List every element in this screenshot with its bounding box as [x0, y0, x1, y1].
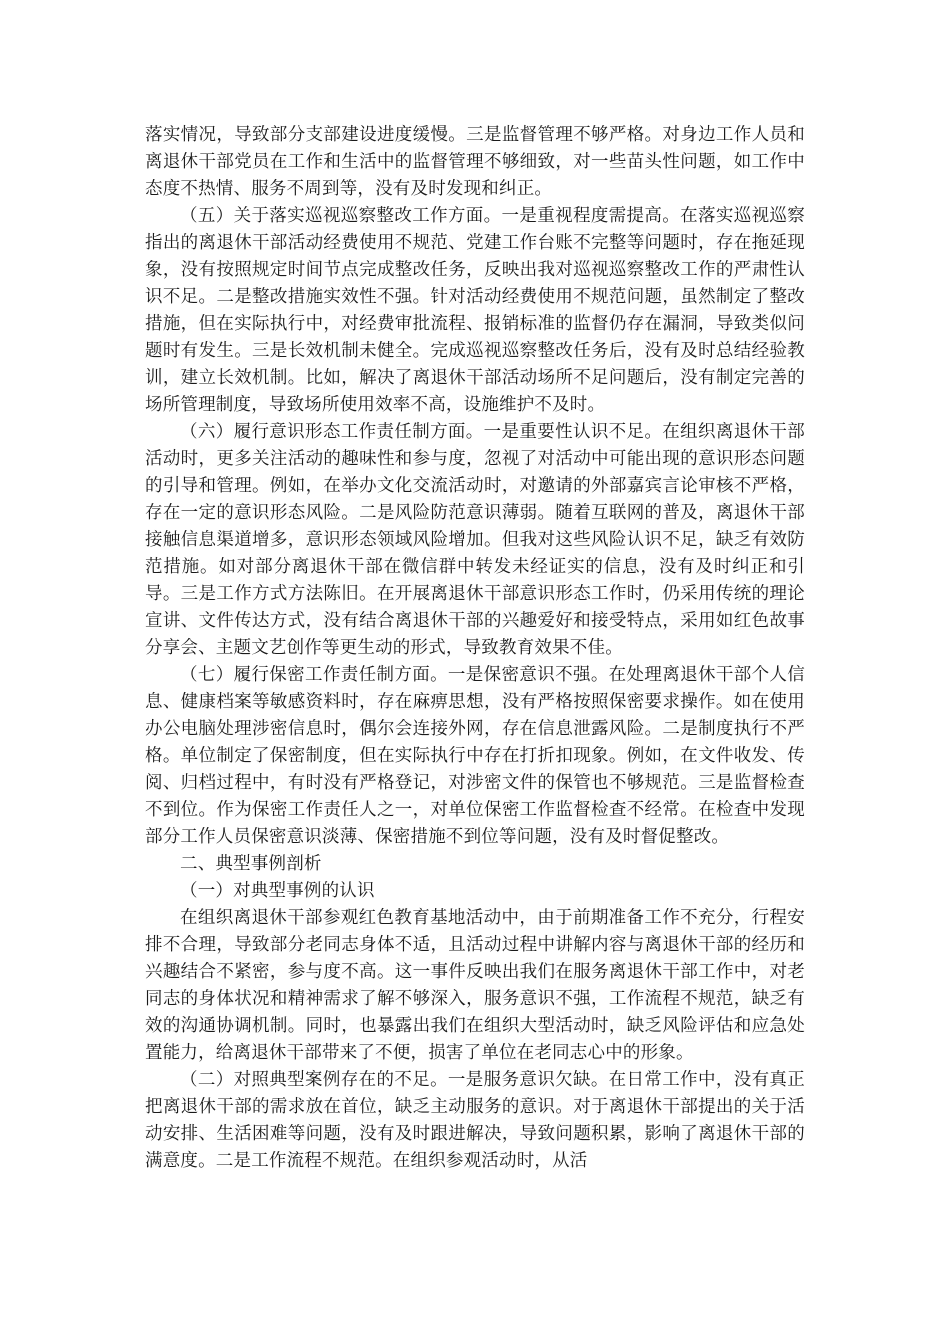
paragraph-case-description: 在组织离退休干部参观红色教育基地活动中，由于前期准备工作不充分，行程安排不合理，导致部分老同志身体不适，且活动过程中讲解内容与离退休干部的经历和兴趣结合不紧密，参与度不高。这一事件反映出我们在服务离退休干部工作中，对老同志的身体状况和精神需求了解不够深入，服务意识不强，工作流程不规范，缺乏有效的沟通协调机制。同时，也暴露出我们在组织大型活动时，缺乏风险评估和应急处置能力，给离退休干部带来了不便，损害了单位在老同志心中的形象。: [145, 908, 805, 1063]
subheading-case-understanding: （一）对典型事例的认识: [180, 881, 375, 901]
section-heading-typical-cases: 二、典型事例剖析: [180, 854, 322, 874]
paragraph-section-5: （五）关于落实巡视巡察整改工作方面。一是重视程度需提高。在落实巡视巡察指出的离退休干部活动经费使用不规范、党建工作台账不完整等问题时，存在拖延现象，没有按照规定时间节点完成整改任务，反映出我对巡视巡察整改工作的严肃性认识不足。二是整改措施实效性不强。针对活动经费使用不规范问题，虽然制定了整改措施，但在实际执行中，对经费审批流程、报销标准的监督仍存在漏洞，导致类似问题时有发生。三是长效机制未健全。完成巡视巡察整改任务后，没有及时总结经验教训，建立长效机制。比如，解决了离退休干部活动场所不足问题后，没有制定完善的场所管理制度，导致场所使用效率不高，设施维护不及时。: [145, 206, 805, 415]
paragraph-continuation: 落实情况，导致部分支部建设进度缓慢。三是监督管理不够严格。对身边工作人员和离退休干部党员在工作和生活中的监督管理不够细致，对一些苗头性问题，如工作中态度不热情、服务不周到等，没有及时发现和纠正。: [145, 125, 805, 199]
document-body: [145, 122, 805, 1175]
paragraph-section-7: （七）履行保密工作责任制方面。一是保密意识不强。在处理离退休干部个人信息、健康档案等敏感资料时，存在麻痹思想，没有严格按照保密要求操作。如在使用办公电脑处理涉密信息时，偶尔会连接外网，存在信息泄露风险。二是制度执行不严格。单位制定了保密制度，但在实际执行中存在打折扣现象。例如，在文件收发、传阅、归档过程中，有时没有严格登记，对涉密文件的保管也不够规范。三是监督检查不到位。作为保密工作责任人之一，对单位保密工作监督检查不经常。在检查中发现部分工作人员保密意识淡薄、保密措施不到位等问题，没有及时督促整改。: [145, 665, 805, 847]
paragraph-case-shortcomings: （二）对照典型案例存在的不足。一是服务意识欠缺。在日常工作中，没有真正把离退休干部的需求放在首位，缺乏主动服务的意识。对于离退休干部提出的关于活动安排、生活困难等问题，没有及时跟进解决，导致问题积累，影响了离退休干部的满意度。二是工作流程不规范。在组织参观活动时，从活: [145, 1070, 805, 1171]
paragraph-section-6: （六）履行意识形态工作责任制方面。一是重要性认识不足。在组织离退休干部活动时，更多关注活动的趣味性和参与度，忽视了对活动中可能出现的意识形态问题的引导和管理。例如，在举办文化交流活动时，对邀请的外部嘉宾言论审核不严格，存在一定的意识形态风险。二是风险防范意识薄弱。随着互联网的普及，离退休干部接触信息渠道增多，意识形态领域风险增加。但我对这些风险认识不足，缺乏有效防范措施。如对部分离退休干部在微信群中转发未经证实的信息，没有及时纠正和引导。三是工作方式方法陈旧。在开展离退休干部意识形态工作时，仍采用传统的理论宣讲、文件传达方式，没有结合离退休干部的兴趣爱好和接受特点，采用如红色故事分享会、主题文艺创作等更生动的形式，导致教育效果不佳。: [145, 422, 805, 658]
